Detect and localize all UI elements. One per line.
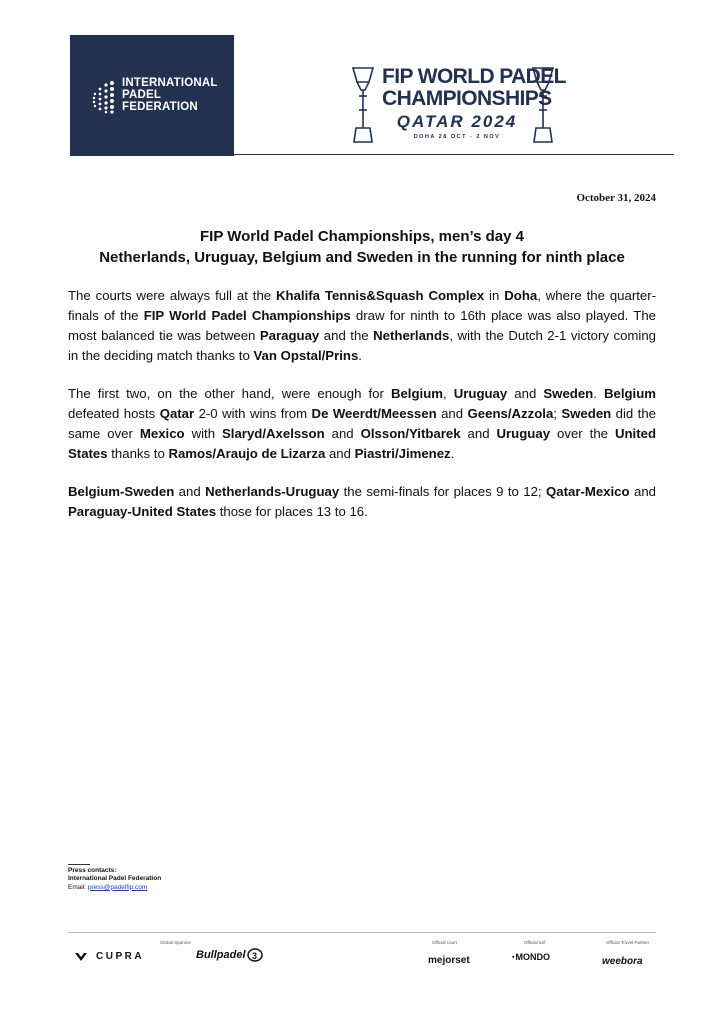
bold-term: Van Opstal/Prins <box>253 348 359 363</box>
weebora-text: weebora <box>602 956 643 967</box>
text-run: , <box>442 386 454 401</box>
bold-term: Ramos/Araujo de Lizarza <box>168 446 326 461</box>
text-run: and <box>174 484 206 499</box>
text-run: defeated hosts <box>68 406 160 421</box>
fip-org-line-3: FEDERATION <box>122 101 198 113</box>
mondo-logo <box>512 952 550 962</box>
label-official-court: Official court <box>432 940 457 945</box>
bold-term: Olsson/Yitbarek <box>360 426 461 441</box>
text-run: , with the Dutch 2-1 victory coming in the deciding match thanks to <box>68 328 656 363</box>
bold-term: Mexico <box>139 426 185 441</box>
text-run: and <box>436 406 468 421</box>
text-run: ; <box>553 406 562 421</box>
bold-term: Geens/Azzola <box>467 406 554 421</box>
release-date: October 31, 2024 <box>576 192 656 204</box>
title-line-1: FIP World Padel Championships, men’s day 4 <box>200 228 524 245</box>
text-run: those for places 13 to 16. <box>216 504 368 519</box>
bold-term: United States <box>68 426 656 461</box>
text-run: The courts were always full at the <box>68 288 277 303</box>
bold-term: De Weerdt/Meessen <box>311 406 437 421</box>
event-country: QATAR 2024 <box>396 112 518 131</box>
bold-term: Paraguay <box>259 328 320 343</box>
bullpadel-icon <box>247 948 263 962</box>
contacts-org: International Padel Federation <box>68 875 162 883</box>
bold-term: Khalifa Tennis&Squash Complex <box>276 288 485 303</box>
cupra-text: CUPRA <box>96 951 145 962</box>
header-divider <box>234 154 674 155</box>
bold-term: Paraguay-United States <box>68 504 217 519</box>
text-run: did the same over <box>68 406 656 441</box>
text-run: . <box>358 348 362 363</box>
text-run: with <box>184 426 223 441</box>
event-title-line-2: CHAMPIONSHIPS <box>382 87 552 110</box>
bold-term: Doha <box>504 288 538 303</box>
bold-term: FIP World Padel Championships <box>143 308 351 323</box>
bold-term: Piastri/Jimenez <box>354 446 451 461</box>
trophy-left-icon <box>350 66 376 146</box>
footer-divider <box>68 932 656 933</box>
fip-logo-panel <box>70 35 234 156</box>
fip-logo-icon <box>90 79 116 115</box>
bold-term: Sweden <box>561 406 612 421</box>
label-global-sponsor: Global Sponsor <box>160 940 192 945</box>
bold-term: Netherlands-Uruguay <box>205 484 340 499</box>
body-paragraph-2 <box>68 384 656 464</box>
bold-term: Netherlands <box>373 328 450 343</box>
bullpadel-text: Bullpadel <box>196 949 246 961</box>
text-run: and <box>460 426 497 441</box>
label-travel-partner: Official Travel Partner <box>606 940 650 945</box>
bold-term: Uruguay <box>453 386 508 401</box>
event-title <box>382 65 566 110</box>
text-run: and <box>324 426 361 441</box>
contacts-rule <box>68 864 90 865</box>
text-run: thanks to <box>107 446 169 461</box>
event-title-line-1: FIP WORLD PADEL <box>382 65 566 88</box>
text-run: 2-0 with wins from <box>194 406 312 421</box>
bold-term: Qatar-Mexico <box>546 484 630 499</box>
mejorset-logo <box>428 950 470 968</box>
fip-org-line-2: PADEL <box>122 89 162 101</box>
text-run: and <box>325 446 355 461</box>
text-run: . <box>450 446 455 461</box>
press-release-title <box>68 226 656 268</box>
mondo-icon: ▪ <box>512 953 515 961</box>
contacts-email-line <box>68 884 161 892</box>
bullpadel-logo <box>196 948 263 962</box>
svg-text:3: 3 <box>251 951 257 961</box>
bold-term: Uruguay <box>496 426 551 441</box>
text-run: and <box>629 484 656 499</box>
body-paragraph-1 <box>68 286 656 366</box>
fip-org-name <box>122 77 218 113</box>
bold-term: Belgium <box>390 386 443 401</box>
text-run: and the <box>319 328 374 343</box>
label-official-turf: Official turf <box>524 940 546 945</box>
text-run: in <box>484 288 505 303</box>
mejorset-text: mejorset <box>428 955 470 966</box>
title-line-2: Netherlands, Uruguay, Belgium and Sweden in the running for ninth place <box>99 249 625 266</box>
contacts-email-link[interactable]: press@padelfip.com <box>87 883 148 891</box>
bold-term: Sweden <box>543 386 594 401</box>
mondo-text: MONDO <box>515 952 550 962</box>
text-run: , where the quarter-finals of the <box>68 288 656 323</box>
text-run: and <box>507 386 544 401</box>
bold-term: Slaryd/Axelsson <box>222 426 325 441</box>
contacts-email-label: Email: <box>68 883 87 891</box>
fip-org-line-1: INTERNATIONAL <box>122 77 218 89</box>
cupra-icon <box>74 952 88 962</box>
bold-term: Belgium-Sweden <box>68 484 175 499</box>
event-dates: DOHA 28 OCT - 2 NOV <box>413 134 501 140</box>
text-run: over the <box>550 426 615 441</box>
text-run: draw for ninth to 16th place was also played. The most balanced tie was between <box>68 308 657 343</box>
bold-term: Belgium <box>603 386 657 401</box>
bold-term: Qatar <box>159 406 195 421</box>
contacts-heading: Press contacts: <box>68 867 117 874</box>
text-run: the semi-finals for places 9 to 12; <box>339 484 547 499</box>
press-contacts <box>68 864 161 892</box>
cupra-logo <box>74 951 144 962</box>
text-run: The first two, on the other hand, were enough for <box>68 386 391 401</box>
body-paragraph-3 <box>68 482 656 522</box>
text-run: . <box>593 386 604 401</box>
weebora-logo <box>602 951 643 969</box>
